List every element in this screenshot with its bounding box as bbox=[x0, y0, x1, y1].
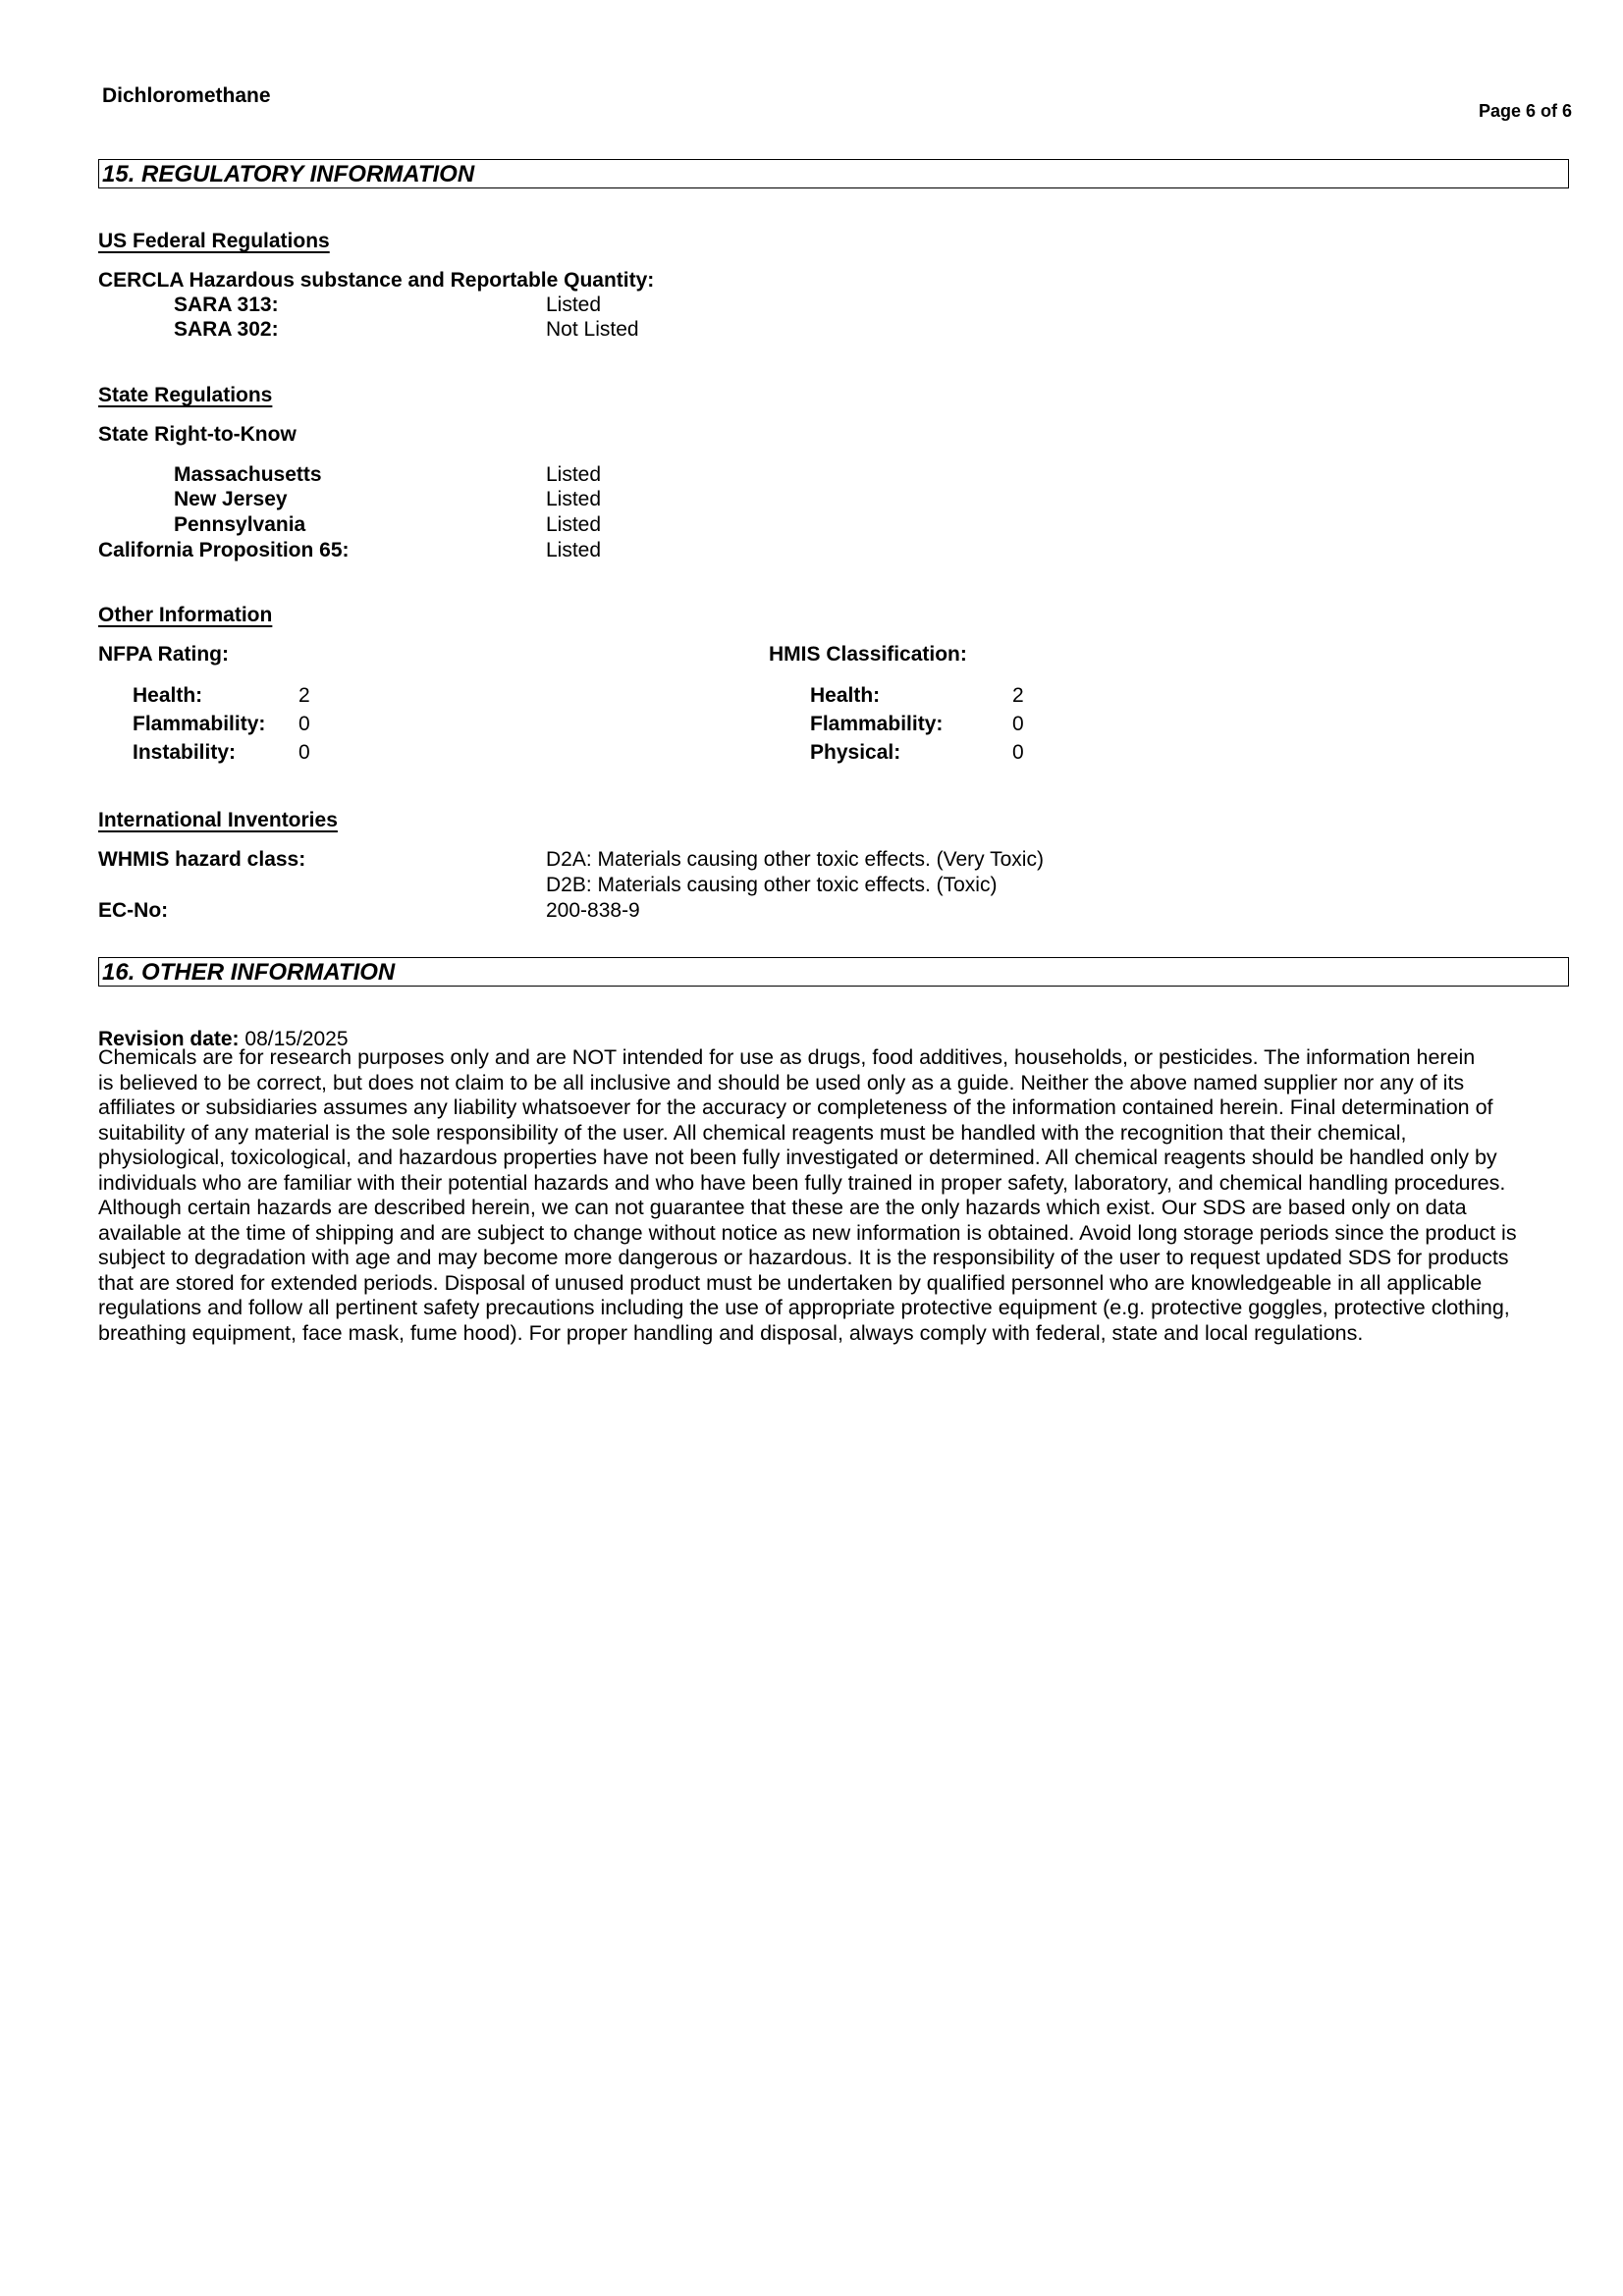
whmis-label: WHMIS hazard class: bbox=[98, 848, 306, 871]
state-item-value: Listed bbox=[546, 463, 602, 486]
state-regulations-heading: State Regulations bbox=[98, 384, 273, 406]
state-item-label: New Jersey bbox=[174, 488, 288, 510]
nfpa-instability-label: Instability: bbox=[133, 741, 237, 764]
state-item-label: Massachusetts bbox=[174, 463, 322, 486]
hmis-label: HMIS Classification: bbox=[769, 643, 967, 666]
hmis-health-value: 2 bbox=[1012, 684, 1024, 707]
prop65-value: Listed bbox=[546, 539, 602, 561]
nfpa-health-value: 2 bbox=[298, 684, 310, 707]
state-item-value: Listed bbox=[546, 513, 602, 536]
whmis-value: D2B: Materials causing other toxic effects. (Toxic) bbox=[546, 874, 998, 896]
revision-date-label: Revision date: bbox=[98, 1028, 240, 1050]
whmis-value: D2A: Materials causing other toxic effects. (Very Toxic) bbox=[546, 848, 1044, 871]
nfpa-health-label: Health: bbox=[133, 684, 203, 707]
hmis-flammability-value: 0 bbox=[1012, 713, 1024, 735]
prop65-label: California Proposition 65: bbox=[98, 539, 350, 561]
section-16-header bbox=[98, 957, 1569, 987]
sara313-label: SARA 313: bbox=[174, 294, 279, 316]
ec-number-value: 200-838-9 bbox=[546, 899, 640, 922]
nfpa-instability-value: 0 bbox=[298, 741, 310, 764]
nfpa-flammability-value: 0 bbox=[298, 713, 310, 735]
international-inventories-heading: International Inventories bbox=[98, 809, 338, 831]
page-number: Page 6 of 6 bbox=[1479, 101, 1573, 121]
product-name: Dichloromethane bbox=[102, 84, 271, 107]
disclaimer-paragraph: Chemicals are for research purposes only and are NOT intended for use as drugs, food additives, households, or pesticides. The information herein is believed to be correct, but does not claim to be all inclusive and should be used only as a guide. Neither the above named supplier nor any of its affiliates or subsidiaries assumes any liability whatsoever for the accuracy or completeness of the information contained herein. Final determination of suitability of any material is the sole responsibility of the user. All chemical reagents must be handled with the recognition that their chemical, physiological, toxicological, and hazardous properties have not been fully investigated or determined. All chemical reagents should be handled only by individuals who are familiar with their potential hazards and who have been fully trained in proper safety, laboratory, and chemical handling procedures. Although certain hazards are described herein, we can not guarantee that these are the only hazards which exist. Our SDS are based only on data available at the time of shipping and are subject to change without notice as new information is obtained. Avoid long storage periods since the product is subject to degradation with age and may become more dangerous or hazardous. It is the responsibility of the user to request updated SDS for products that are stored for extended periods. Disposal of unused product must be undertaken by qualified personnel who are knowledgeable in all applicable regulations and follow all pertinent safety precautions including the use of appropriate protective equipment (e.g. protective goggles, protective clothing, breathing equipment, face mask, fume hood). For proper handling and disposal, always comply with federal, state and local regulations. bbox=[98, 1045, 1517, 1345]
section-16-title: 16. OTHER INFORMATION bbox=[102, 959, 396, 986]
hmis-physical-value: 0 bbox=[1012, 741, 1024, 764]
state-item-value: Listed bbox=[546, 488, 602, 510]
nfpa-flammability-label: Flammability: bbox=[133, 713, 266, 735]
hmis-health-label: Health: bbox=[810, 684, 881, 707]
hmis-flammability-label: Flammability: bbox=[810, 713, 944, 735]
state-rtk-label: State Right-to-Know bbox=[98, 423, 297, 446]
sara302-label: SARA 302: bbox=[174, 318, 279, 341]
us-federal-heading: US Federal Regulations bbox=[98, 230, 330, 252]
sara302-value: Not Listed bbox=[546, 318, 639, 341]
state-item-label: Pennsylvania bbox=[174, 513, 306, 536]
section-15-header bbox=[98, 159, 1569, 188]
ec-number-label: EC-No: bbox=[98, 899, 169, 922]
nfpa-label: NFPA Rating: bbox=[98, 643, 229, 666]
revision-date-value: 08/15/2025 bbox=[244, 1028, 349, 1050]
hmis-physical-label: Physical: bbox=[810, 741, 901, 764]
section-15-title: 15. REGULATORY INFORMATION bbox=[102, 161, 475, 187]
sara313-value: Listed bbox=[546, 294, 602, 316]
cercla-label: CERCLA Hazardous substance and Reportable Quantity: bbox=[98, 269, 655, 292]
other-information-heading: Other Information bbox=[98, 604, 273, 626]
